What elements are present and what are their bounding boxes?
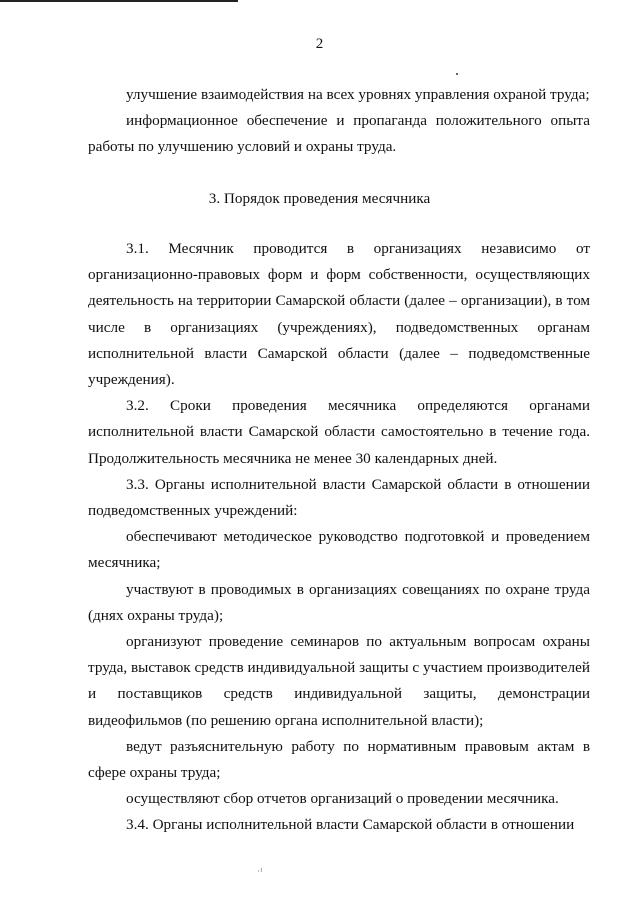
paragraph-3-3: 3.3. Органы исполнительной власти Самарской области в отношении подведомственных учреждений:: [88, 475, 590, 520]
paragraph-item-explanation: ведут разъяснительную работу по нормативным правовым актам в сфере охраны труда;: [88, 737, 590, 782]
paragraph-item-reports: осуществляют сбор отчетов организаций о проведении месячника.: [126, 790, 559, 808]
paragraph-intro-2: информационное обеспечение и пропаганда положительного опыта работы по улучшению условий и охраны труда.: [88, 112, 590, 156]
intro-text: [88, 82, 590, 161]
page-number: 2: [315, 36, 324, 52]
paragraph-3-1: 3.1. Месячник проводится в организациях независимо от организационно-правовых форм и форм собственности, осуществляющих деятельность на территории Самарской области (далее – организации), в том числе в организациях (учреждениях), подведомственных органам исполнительной власти Самарской области (далее – подведомственные учреждения).: [88, 240, 590, 389]
paragraph-item-guidance: обеспечивают методическое руководство подготовкой и проведением месячника;: [88, 528, 590, 572]
section-body: [88, 236, 590, 839]
paragraph-item-meetings: участвуют в проводимых в организациях совещаниях по охране труда (днях охраны труда);: [88, 580, 590, 624]
section-heading: 3. Порядок проведения месячника: [208, 190, 431, 207]
paragraph-3-2: 3.2. Сроки проведения месячника определяются органами исполнительной власти Самарской области самостоятельно в течение года. Продолжительность месячника не менее 30 календарных дней.: [88, 397, 590, 467]
paragraph-item-seminars: организуют проведение семинаров по актуальным вопросам охраны труда, выставок средств индивидуальной защиты с участием производителей и поставщиков средств индивидуальной защиты, демонстрации видеофильмов (по решению органа исполнительной власти);: [88, 633, 590, 729]
scan-dot: [456, 73, 458, 75]
scan-edge-line: [0, 0, 238, 2]
paragraph-intro-1: улучшение взаимодействия на всех уровнях управления охраной труда;: [126, 86, 590, 103]
paragraph-3-4: 3.4. Органы исполнительной власти Самарской области в отношении: [126, 816, 575, 834]
footer-mark: ·¹: [257, 866, 263, 876]
